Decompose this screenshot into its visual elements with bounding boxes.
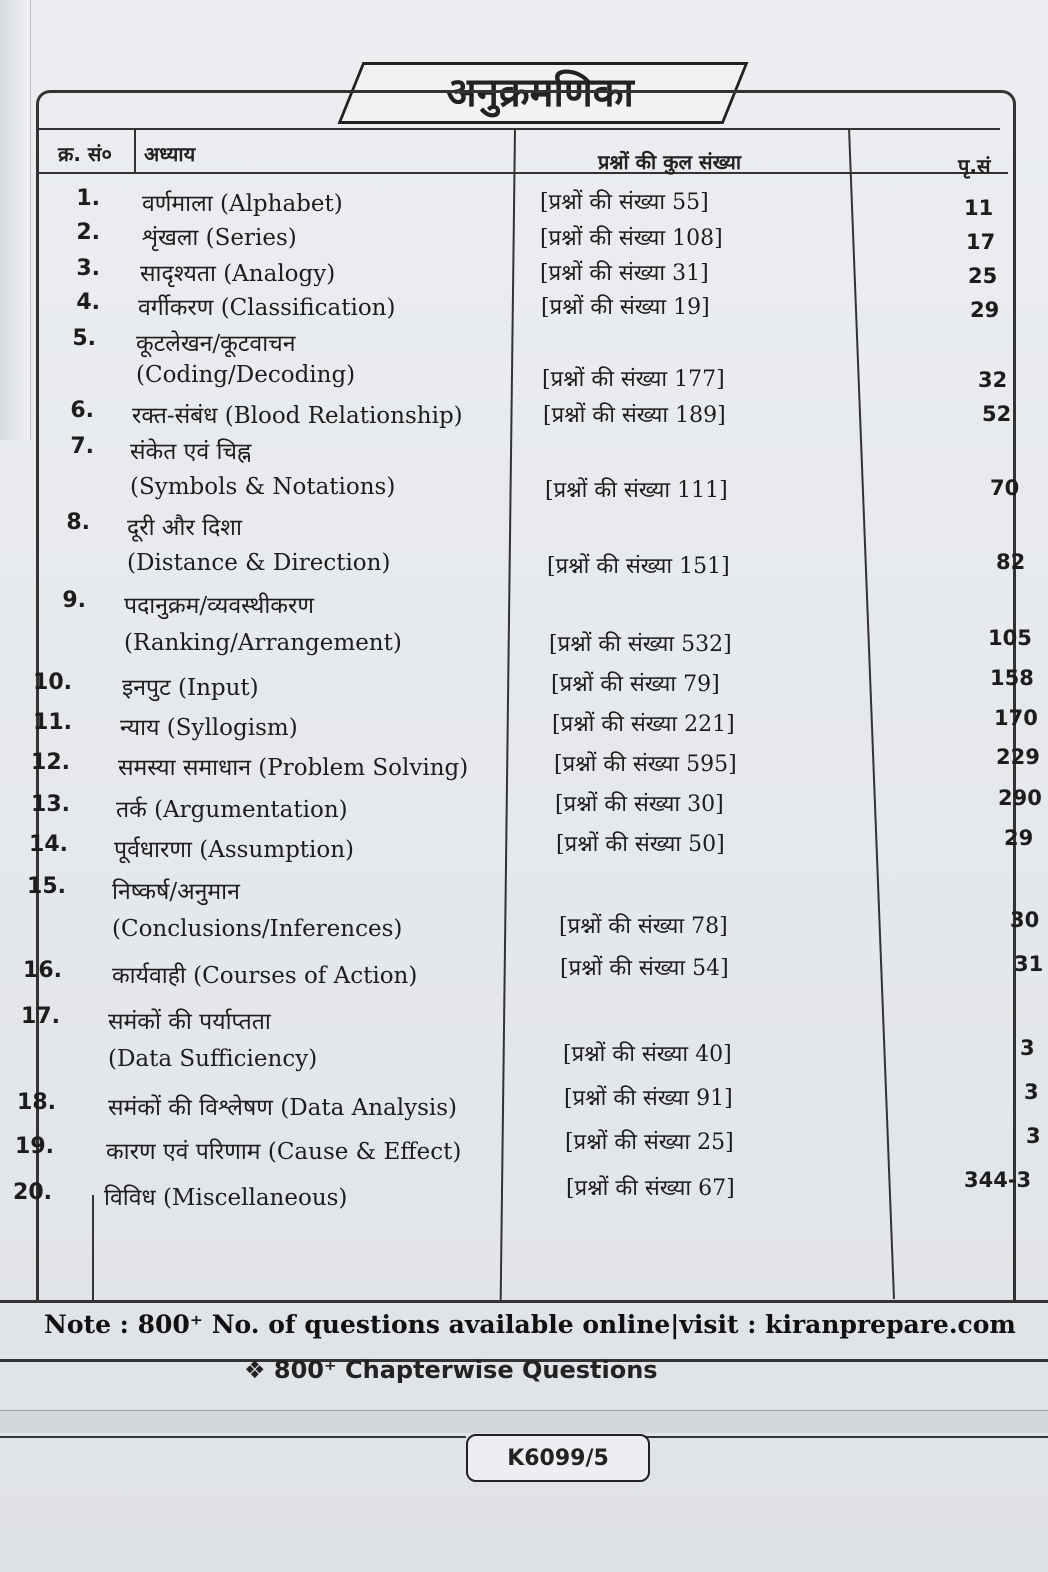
chapter-title: तर्क (Argumentation) [116,797,348,823]
question-count: [प्रश्नों की संख्या 25] [565,1130,734,1155]
chapter-title: कूटलेखन/कूटवाचन [136,331,296,357]
chapter-title-english: (Data Sufficiency) [108,1046,318,1072]
header-chapter: अध्याय [144,142,196,166]
row-number: 15. [27,874,66,899]
chapter-title: पूर्वधारणा (Assumption) [114,837,355,863]
row-number: 10. [33,670,72,695]
chapter-title-english: (Symbols & Notations) [130,474,396,500]
question-count: [प्रश्नों की संख्या 40] [563,1042,732,1067]
question-count: [प्रश्नों की संख्या 31] [540,261,709,286]
chapter-title: शृंखला (Series) [142,225,297,251]
chapter-title: संकेत एवं चिह्न [130,439,252,465]
footer-rule-right [646,1436,1048,1438]
question-count: [प्रश्नों की संख्या 19] [541,295,710,320]
page-number: 52 [982,402,1012,426]
question-count: [प्रश्नों की संख्या 78] [559,914,728,939]
question-count: [प्रश्नों की संख्या 91] [564,1086,733,1111]
header-page-number: पृ.सं [958,154,991,178]
adjacent-page-edge [0,0,31,440]
header-sno: क्र. सं० [58,142,112,166]
row-number: 2. [76,220,100,245]
question-count: [प्रश्नों की संख्या 108] [540,226,723,251]
chapter-title-english: (Conclusions/Inferences) [112,916,403,942]
row-number: 18. [17,1090,56,1115]
page-number: 25 [968,264,998,288]
sno-divider-lower [92,1195,94,1300]
page-number: 158 [990,666,1034,690]
chapter-title: निष्कर्ष/अनुमान [112,879,240,905]
page-number: 3 [1020,1036,1035,1060]
page-number: 290 [998,786,1042,810]
chapter-title-english: (Ranking/Arrangement) [124,630,402,656]
row-number: 3. [76,256,100,281]
row-number: 20. [13,1180,52,1205]
sno-divider [134,128,136,172]
page-number: 229 [996,745,1040,769]
question-count: [प्रश्नों की संख्या 221] [552,712,735,737]
header-bottom-rule [38,172,1008,174]
question-count: [प्रश्नों की संख्या 189] [543,403,726,428]
row-number: 6. [70,398,94,423]
page-number: 105 [988,626,1032,650]
page-number: 3 [1024,1080,1039,1104]
question-count: [प्रश्नों की संख्या 79] [551,672,720,697]
row-number: 13. [31,792,70,817]
chapter-title: न्याय (Syllogism) [120,715,298,741]
chapter-title: समंकों की पर्याप्तता [108,1009,271,1035]
footer-rule-left [0,1436,466,1438]
chapter-title-english: (Distance & Direction) [127,550,391,576]
header-top-rule [38,128,1000,130]
chapter-title: कारण एवं परिणाम (Cause & Effect) [106,1139,462,1165]
row-number: 14. [29,832,68,857]
chapter-title: दूरी और दिशा [127,515,242,541]
page-number: 17 [966,230,996,254]
row-number: 11. [33,710,72,735]
row-number: 1. [76,186,100,211]
page-number: 31 [1014,952,1044,976]
online-note: Note : 800⁺ No. of questions available online|visit : kiranprepare.com [44,1310,1016,1339]
question-count: [प्रश्नों की संख्या 67] [566,1176,735,1201]
page-number: 82 [996,550,1026,574]
page-number: 30 [1010,908,1040,932]
book-code-box: K6099/5 [466,1434,650,1482]
chapter-title: वर्गीकरण (Classification) [138,295,396,321]
question-count: [प्रश्नों की संख्या 50] [556,832,725,857]
header-question-count: प्रश्नों की कुल संख्या [598,150,742,174]
row-number: 16. [23,958,62,983]
row-number: 8. [66,510,90,535]
page-number: 32 [978,368,1008,392]
chapter-title: पदानुक्रम/व्यवस्थीकरण [124,593,315,619]
question-count: [प्रश्नों की संख्या 55] [540,190,709,215]
page-number: 29 [970,298,1000,322]
question-count: [प्रश्नों की संख्या 30] [555,792,724,817]
page-title: अनुक्रमणिका [446,69,634,116]
question-count: [प्रश्नों की संख्या 54] [560,956,729,981]
row-number: 9. [62,588,86,613]
chapter-title: समंकों की विश्लेषण (Data Analysis) [108,1095,458,1121]
page-number: 3 [1026,1124,1041,1148]
page-number: 70 [990,476,1020,500]
question-count: [प्रश्नों की संख्या 151] [547,554,730,579]
row-number: 4. [76,290,100,315]
page-number: 170 [994,706,1038,730]
row-number: 17. [21,1004,60,1029]
row-number: 12. [31,750,70,775]
chapter-title: सादृश्यता (Analogy) [140,261,336,287]
row-number: 7. [70,434,94,459]
chapterwise-questions-line: ❖ 800⁺ Chapterwise Questions [244,1356,658,1384]
chapter-title: विविध (Miscellaneous) [104,1185,348,1211]
chapter-title: वर्णमाला (Alphabet) [142,191,343,217]
page-number: 11 [964,196,994,220]
question-count: [प्रश्नों की संख्या 177] [542,367,725,392]
question-count: [प्रश्नों की संख्या 532] [549,632,732,657]
chapter-title: समस्या समाधान (Problem Solving) [118,755,469,781]
page-number: 344-3 [964,1168,1032,1192]
question-count: [प्रश्नों की संख्या 595] [554,752,737,777]
chapter-title: इनपुट (Input) [122,675,259,701]
page-number: 29 [1004,826,1034,850]
next-page-strip [0,1410,1048,1433]
row-number: 5. [72,326,96,351]
chapter-title-english: (Coding/Decoding) [136,362,356,388]
chapter-title: कार्यवाही (Courses of Action) [112,963,418,989]
question-count: [प्रश्नों की संख्या 111] [545,478,728,503]
row-number: 19. [15,1134,54,1159]
chapter-title: रक्त-संबंध (Blood Relationship) [132,403,463,429]
